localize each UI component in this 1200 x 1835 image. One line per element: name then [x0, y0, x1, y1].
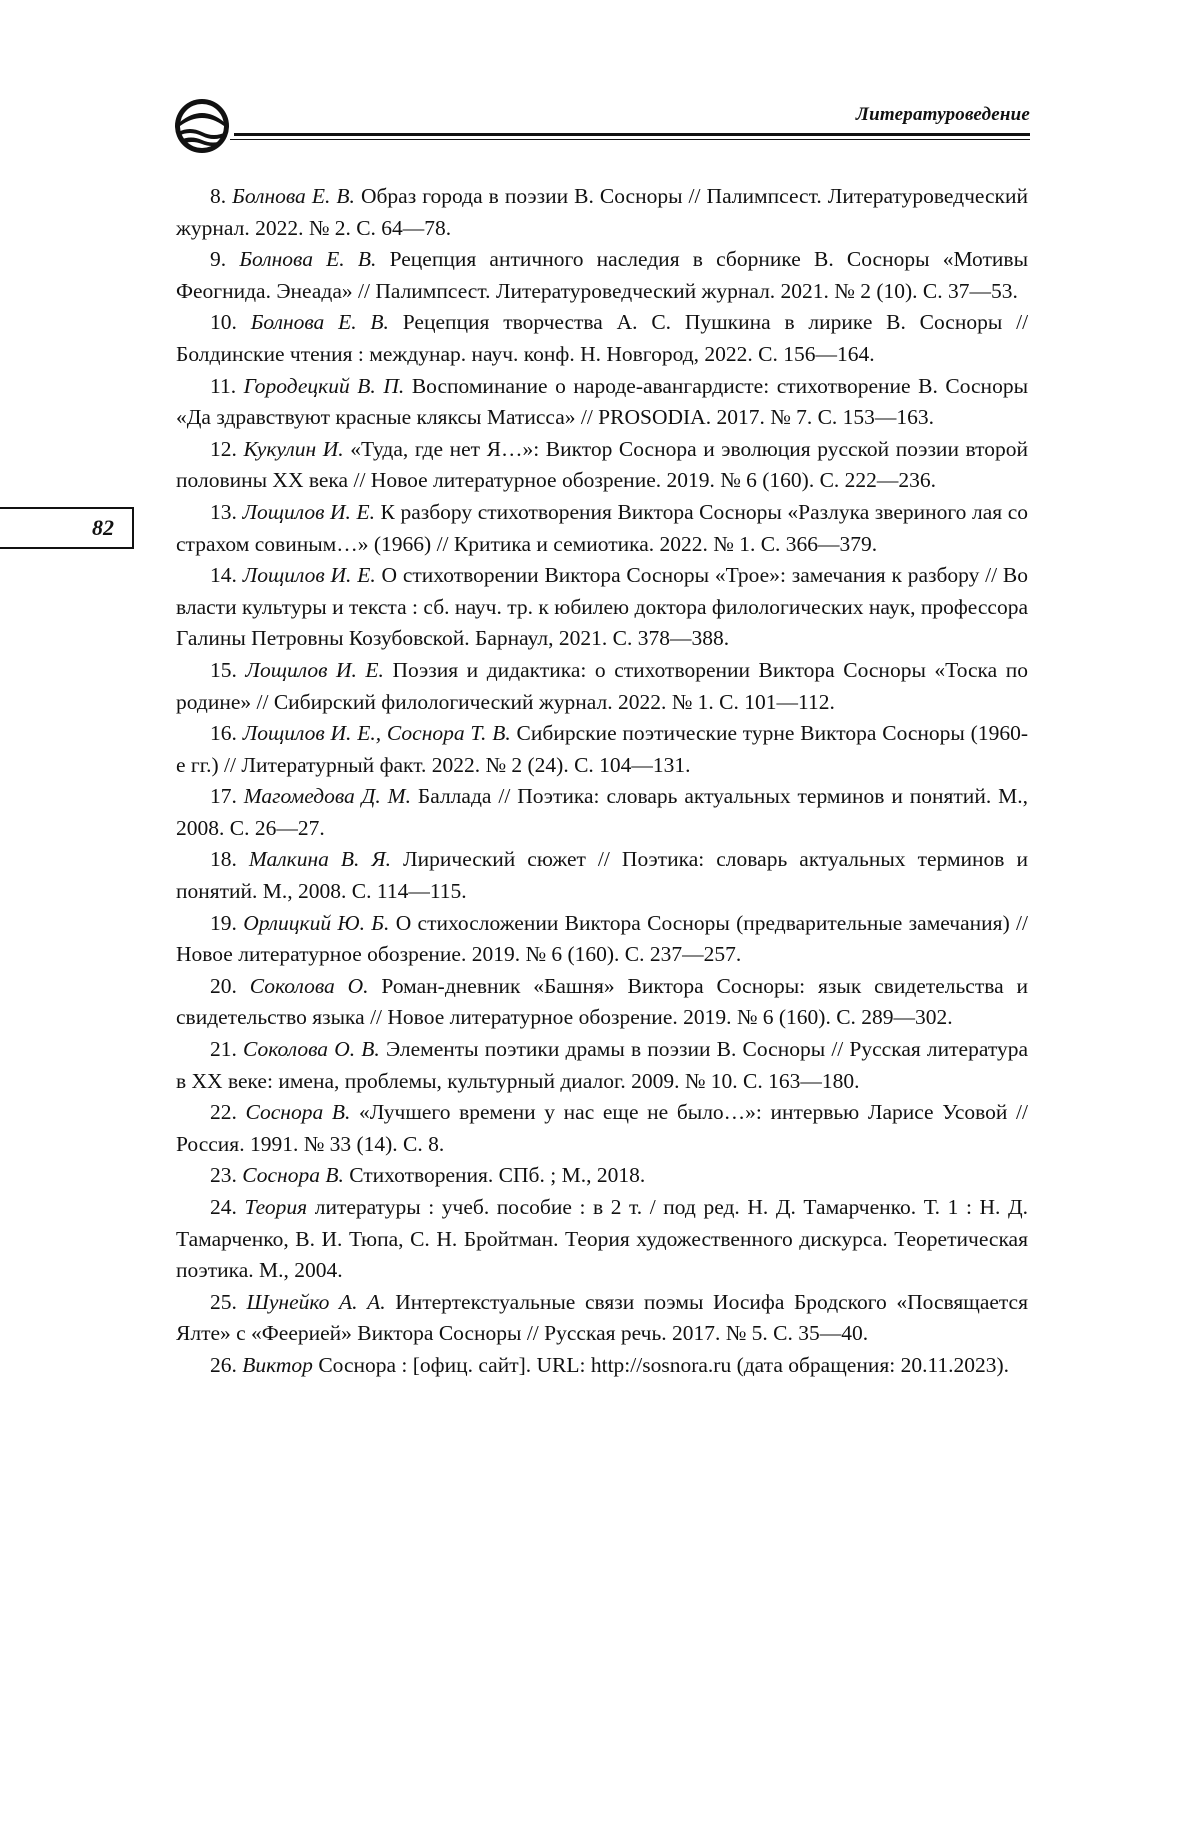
ref-author: Виктор: [242, 1352, 313, 1377]
ref-number: 23.: [210, 1163, 237, 1188]
running-title: Литературоведение: [855, 104, 1030, 125]
ref-number: 13.: [210, 499, 237, 524]
ref-text: Воспоминание о народе-авангардисте: стихотворение В. Сосноры «Да здравствуют красные кляксы Матисса» // PROSODIA. 2017. № 7. С. 153—163.: [176, 373, 1029, 430]
ref-author: Магомедова Д. М.: [243, 784, 411, 809]
reference-item: [176, 718, 1028, 781]
ref-text: «Лучшего времени у нас еще не было…»: интервью Ларисе Усовой // Россия. 1991. № 33 (14). С. 8.: [176, 1100, 1028, 1156]
reference-item: [176, 1097, 1028, 1160]
reference-item: [176, 371, 1028, 434]
header-rule-thin: [230, 139, 1030, 140]
ref-text: Поэзия и дидактика: о стихотворении Виктора Сосноры «Тоска по родине» // Сибирский филологический журнал. 2022. № 1. С. 101—112.: [176, 657, 1028, 714]
ref-author: Лощилов И. Е.: [245, 657, 384, 682]
ref-author: Шунейко А. А.: [246, 1289, 386, 1314]
reference-item: [176, 844, 1028, 907]
ref-text: Рецепция творчества А. С. Пушкина в лирике В. Сосноры // Болдинские чтения : междунар. науч. конф. Н. Новгород, 2022. С. 156—164.: [176, 310, 1029, 366]
reference-item: [176, 560, 1028, 655]
ref-author: Малкина В. Я.: [248, 847, 391, 872]
ref-number: 19.: [210, 910, 237, 935]
reference-list: [176, 181, 1028, 1382]
ref-number: 20.: [210, 973, 237, 998]
ref-text: О стихотворении Виктора Сосноры «Трое»: замечания к разбору // Во власти культуры и текста : сб. науч. тр. к юбилею доктора филологических наук, профессора Галины Петровны Козубовской. Барнаул, 2021. С. 378—388.: [176, 563, 1029, 651]
ref-number: 18.: [210, 847, 237, 872]
reference-item: [176, 1287, 1028, 1350]
ref-text: Сибирские поэтические турне Виктора Сосноры (1960-е гг.) // Литературный факт. 2022. № 2 (24). С. 104—131.: [176, 721, 1028, 777]
reference-item: [176, 434, 1028, 497]
ref-author: Соснора В.: [245, 1100, 351, 1125]
reference-item: [176, 497, 1028, 560]
ref-number: 8.: [210, 184, 227, 208]
reference-item: [176, 1160, 1028, 1192]
page-header: [172, 96, 1030, 156]
page-number: 82: [0, 507, 134, 549]
ref-number: 24.: [210, 1195, 237, 1219]
ref-number: 11.: [210, 373, 237, 398]
ref-author: Болнова Е. В.: [232, 184, 355, 208]
ref-number: 22.: [210, 1100, 237, 1125]
reference-item: [176, 181, 1028, 244]
ref-number: 15.: [210, 657, 237, 682]
ref-text: О стихосложении Виктора Сосноры (предварительные замечания) // Новое литературное обозрение. 2019. № 6 (160). С. 237—257.: [176, 910, 1029, 967]
header-rule-thick: [234, 133, 1030, 136]
reference-item: [176, 655, 1028, 718]
ref-text: Рецепция античного наследия в сборнике В. Сосноры «Мотивы Феогнида. Энеада» // Палимпсест. Литературоведческий журнал. 2021. № 2 (10). С. 37—53.: [176, 247, 1029, 303]
ref-number: 16.: [210, 721, 237, 746]
reference-item: [176, 781, 1028, 844]
ref-number: 12.: [210, 436, 237, 461]
ref-number: 9.: [210, 247, 227, 272]
ref-text: Элементы поэтики драмы в поэзии В. Сосноры // Русская литература в XX веке: имена, проблемы, культурный диалог. 2009. № 10. С. 163—180.: [176, 1037, 1028, 1093]
ref-author: Соснора В.: [242, 1163, 344, 1188]
ref-author: Лощилов И. Е., Соснора Т. В.: [242, 721, 511, 746]
ref-text: К разбору стихотворения Виктора Сосноры «Разлука звериного лая со страхом совиным…» (1966) // Критика и семиотика. 2022. № 1. С. 366—379.: [176, 499, 1028, 556]
ref-text: Роман-дневник «Башня» Виктора Сосноры: язык свидетельства и свидетельство языка // Новое литературное обозрение. 2019. № 6 (160). С. 289—302.: [176, 973, 1029, 1030]
ref-number: 17.: [210, 784, 237, 809]
reference-item: [176, 971, 1028, 1034]
ref-number: 21.: [210, 1037, 237, 1062]
reference-item: [176, 307, 1028, 370]
ref-author: Лощилов И. Е.: [242, 499, 375, 524]
reference-item: [176, 244, 1028, 307]
ref-text: Интертекстуальные связи поэмы Иосифа Бродского «Посвящается Ялте» с «Феерией» Виктора Сосноры // Русская речь. 2017. № 5. С. 35—40.: [176, 1289, 1028, 1346]
ref-text: Лирический сюжет // Поэтика: словарь актуальных терминов и понятий. М., 2008. С. 114—115.: [176, 847, 1029, 904]
ref-author: Кукулин И.: [243, 436, 344, 461]
ref-text: «Туда, где нет Я…»: Виктор Соснора и эволюция русской поэзии второй половины XX века // Новое литературное обозрение. 2019. № 6 (160). С. 222—236.: [176, 436, 1028, 493]
reference-item: [176, 1192, 1028, 1287]
ref-author: Болнова Е. В.: [250, 310, 389, 335]
ref-number: 10.: [210, 310, 237, 335]
ref-text: Баллада // Поэтика: словарь актуальных терминов и понятий. М., 2008. С. 26—27.: [176, 784, 1028, 840]
ref-text: Соснора : [офиц. сайт]. URL: http://sosnora.ru (дата обращения: 20.11.2023).: [318, 1352, 1010, 1377]
ref-author: Теория: [244, 1195, 308, 1219]
ref-number: 26.: [210, 1352, 237, 1377]
journal-logo-icon: [172, 96, 232, 156]
ref-author: Соколова О.: [249, 973, 369, 998]
ref-author: Болнова Е. В.: [239, 247, 377, 272]
ref-author: Орлицкий Ю. Б.: [243, 910, 390, 935]
ref-text: Образ города в поэзии В. Сосноры // Палимпсест. Литературоведческий журнал. 2022. № 2. С. 64—78.: [176, 184, 1029, 240]
ref-author: Лощилов И. Е.: [242, 563, 376, 588]
reference-item: [176, 1034, 1028, 1097]
ref-author: Соколова О. В.: [243, 1037, 380, 1062]
ref-text: литературы : учеб. пособие : в 2 т. / под ред. Н. Д. Тамарченко. Т. 1 : Н. Д. Тамарченко, В. И. Тюпа, С. Н. Бройтман. Теория художественного дискурса. Теоретическая поэтика. М., 2004.: [176, 1195, 1029, 1283]
reference-item: [176, 908, 1028, 971]
ref-number: 14.: [210, 563, 237, 588]
reference-item: [176, 1350, 1028, 1382]
ref-number: 25.: [210, 1289, 237, 1314]
ref-text: Стихотворения. СПб. ; М., 2018.: [349, 1163, 646, 1188]
ref-author: Городецкий В. П.: [243, 373, 405, 398]
